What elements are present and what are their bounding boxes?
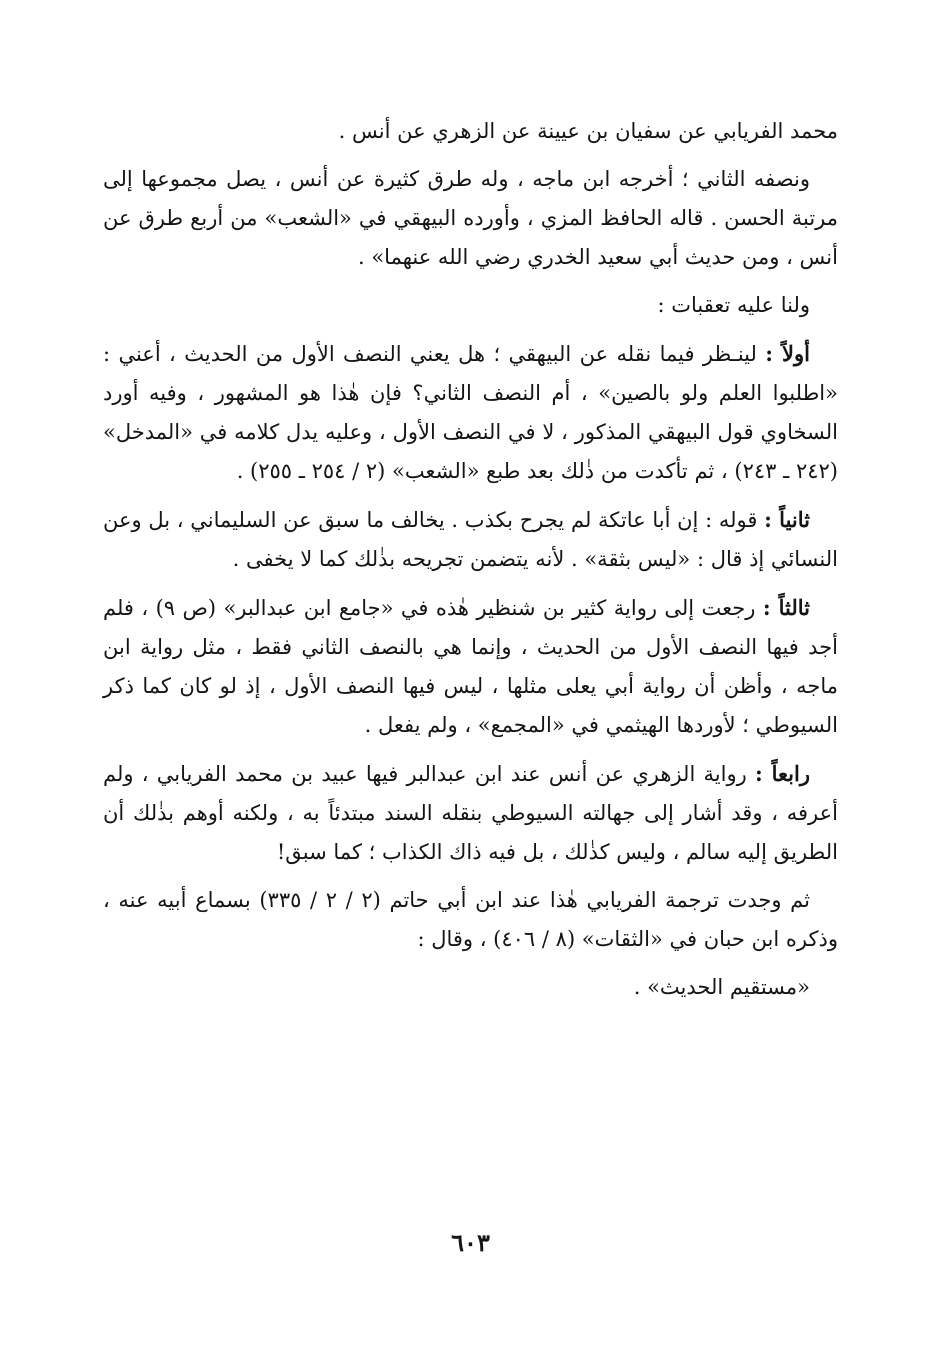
fourth-remark-heading: رابعاً : [755, 761, 810, 786]
paragraph-3-text: ولنا عليه تعقبات : [657, 293, 810, 317]
paragraph-second-remark [103, 500, 838, 579]
paragraph-8 [103, 881, 838, 959]
paragraph-9 [103, 968, 838, 1007]
first-remark-text: لينـظر فيما نقله عن البيهقي ؛ هل يعني النصف الأول من الحديث ، أعني : «اطلبوا العلم ولو بالصين» ، أم النصف الثاني؟ فإن هٰذا هو المشهور ، وفيه أورد السخاوي قول البيهقي المذكور ، لا في النصف الأول ، وعليه يدل كلامه في «المدخل» (٢٤٢ ـ ٢٤٣) ، ثم تأكدت من ذٰلك بعد طبع «الشعب» (٢ / ٢٥٤ ـ ٢٥٥) . [103, 342, 838, 483]
body-text [103, 112, 838, 1007]
paragraph-first-remark [103, 334, 838, 491]
paragraph-8-text: ثم وجدت ترجمة الفريابي هٰذا عند ابن أبي حاتم (٢ / ٢ / ٣٣٥) بسماع أبيه عنه ، وذكره ابن حبان في «الثقات» (٨ / ٤٠٦) ، وقال : [103, 888, 838, 951]
second-remark-text: قوله : إن أبا عاتكة لم يجرح بكذب . يخالف ما سبق عن السليماني ، بل وعن النسائي إذ قال : «ليس بثقة» . لأنه يتضمن تجريحه بذٰلك كما لا يخفى . [103, 508, 838, 571]
third-remark-heading: ثالثاً : [762, 595, 810, 620]
paragraph-2-text: ونصفه الثاني ؛ أخرجه ابن ماجه ، وله طرق كثيرة عن أنس ، يصل مجموعها إلى مرتبة الحسن . قاله الحافظ المزي ، وأورده البيهقي في «الشعب» من أربع طرق عن أنس ، ومن حديث أبي سعيد الخدري رضي الله عنهما» . [103, 167, 838, 269]
paragraph-1 [103, 112, 838, 151]
second-remark-heading: ثانياً : [764, 507, 810, 532]
third-remark-text: رجعت إلى رواية كثير بن شنظير هٰذه في «جامع ابن عبدالبر» (ص ٩) ، فلم أجد فيها النصف الأول من الحديث ، وإنما هي بالنصف الثاني فقط ، مثل رواية ابن ماجه ، وأظن أن رواية أبي يعلى مثلها ، ليس فيها النصف الأول ، إذ لو كان كما ذكر السيوطي ؛ لأوردها الهيثمي في «المجمع» ، ولم يفعل . [103, 596, 838, 737]
paragraph-third-remark [103, 588, 838, 745]
paragraph-fourth-remark [103, 754, 838, 872]
first-remark-heading: أولاً : [765, 341, 810, 366]
paragraph-3 [103, 286, 838, 325]
fourth-remark-text: رواية الزهري عن أنس عند ابن عبدالبر فيها عبيد بن محمد الفريابي ، ولم أعرفه ، وقد أشار إلى جهالته السيوطي بنقله السند مبتدئاً به ، ولكنه أوهم بذٰلك أن الطريق إليه سالم ، وليس كذٰلك ، بل فيه ذاك الكذاب ؛ كما سبق! [103, 762, 838, 864]
paragraph-2 [103, 160, 838, 277]
paragraph-1-text: محمد الفريابي عن سفيان بن عيينة عن الزهري عن أنس . [338, 119, 838, 143]
page-number: ٦٠٣ [451, 1228, 490, 1257]
paragraph-9-text: «مستقيم الحديث» . [633, 975, 810, 999]
